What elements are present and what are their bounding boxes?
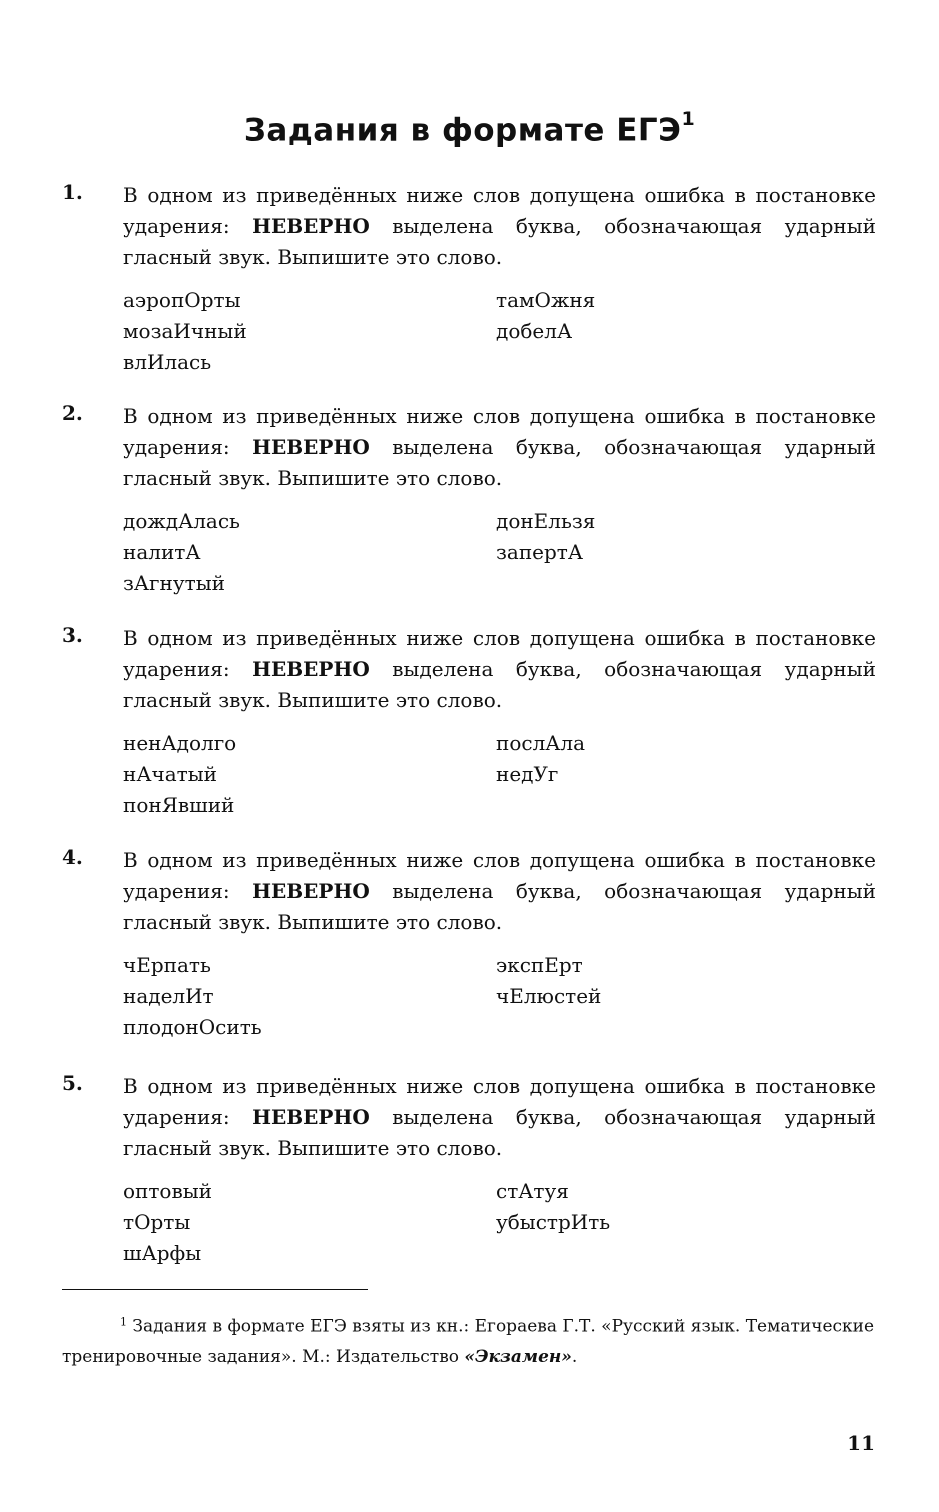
word-option: тОрты (123, 1210, 191, 1234)
word-option: стАтуя (496, 1179, 569, 1203)
page-title: Задания в формате ЕГЭ$^1$ (243, 108, 696, 149)
word-option: чЕлюстей (496, 984, 602, 1008)
word-option: оптовый (123, 1179, 212, 1203)
word-list (123, 285, 876, 378)
word-option: послАла (496, 731, 586, 755)
task-number: 3. (62, 623, 83, 647)
footnote-mark: 1 (120, 1315, 127, 1328)
word-option: наделИт (123, 984, 214, 1008)
task-4 (62, 845, 876, 1043)
word-option: чЕрпать (123, 953, 211, 977)
word-option: аэропОрты (123, 288, 241, 312)
task-number: 1. (62, 180, 83, 204)
word-list (123, 728, 876, 821)
word-list (123, 950, 876, 1043)
task-number: 4. (62, 845, 83, 869)
footnote-divider (62, 1289, 368, 1290)
word-option: налитА (123, 540, 201, 564)
word-option: недУг (496, 762, 559, 786)
word-option: плодонОсить (123, 1015, 262, 1039)
word-option: убыстрИть (496, 1210, 611, 1234)
title-footnote-mark: 1 (681, 108, 696, 130)
word-option: тамОжня (496, 288, 596, 312)
word-list (123, 506, 876, 599)
task-2 (62, 401, 876, 599)
word-option: понЯвший (123, 793, 235, 817)
task-instruction: В одном из приведённых ниже слов допущена ошибка в постановке ударения: НЕВЕРНО выделена буква, обозначающая ударный гласный звук. Выпишите это слово. (123, 626, 876, 712)
word-option: зАгнутый (123, 571, 225, 595)
word-option: дождАлась (123, 509, 240, 533)
word-option: добелА (496, 319, 573, 343)
word-option: донЕльзя (496, 509, 596, 533)
word-option: ненАдолго (123, 731, 237, 755)
page-number: 11 (847, 1431, 875, 1455)
word-list (123, 1176, 876, 1269)
task-instruction: В одном из приведённых ниже слов допущена ошибка в постановке ударения: НЕВЕРНО выделена буква, обозначающая ударный гласный звук. Выпишите это слово. (123, 1074, 876, 1160)
task-instruction: В одном из приведённых ниже слов допущена ошибка в постановке ударения: НЕВЕРНО выделена буква, обозначающая ударный гласный звук. Выпишите это слово. (123, 183, 876, 269)
word-option: нАчатый (123, 762, 217, 786)
task-1 (62, 180, 876, 378)
word-option: экспЕрт (496, 953, 583, 977)
task-3 (62, 623, 876, 821)
task-number: 2. (62, 401, 83, 425)
word-option: шАрфы (123, 1241, 202, 1265)
task-number: 5. (62, 1071, 83, 1095)
task-instruction: В одном из приведённых ниже слов допущена ошибка в постановке ударения: НЕВЕРНО выделена буква, обозначающая ударный гласный звук. Выпишите это слово. (123, 848, 876, 934)
task-5 (62, 1071, 876, 1269)
publisher-name: «Экзамен» (464, 1346, 572, 1367)
task-instruction: В одном из приведённых ниже слов допущена ошибка в постановке ударения: НЕВЕРНО выделена буква, обозначающая ударный гласный звук. Выпишите это слово. (123, 404, 876, 490)
word-option: влИлась (123, 350, 212, 374)
footnote: $^1$ Задания в формате ЕГЭ взяты из кн.: Егораева Г.Т. «Русский язык. Тематические тренировочные задания». М.: Издательство «Экзамен». (62, 1315, 875, 1367)
word-option: мозаИчный (123, 319, 247, 343)
word-option: запертА (496, 540, 584, 564)
